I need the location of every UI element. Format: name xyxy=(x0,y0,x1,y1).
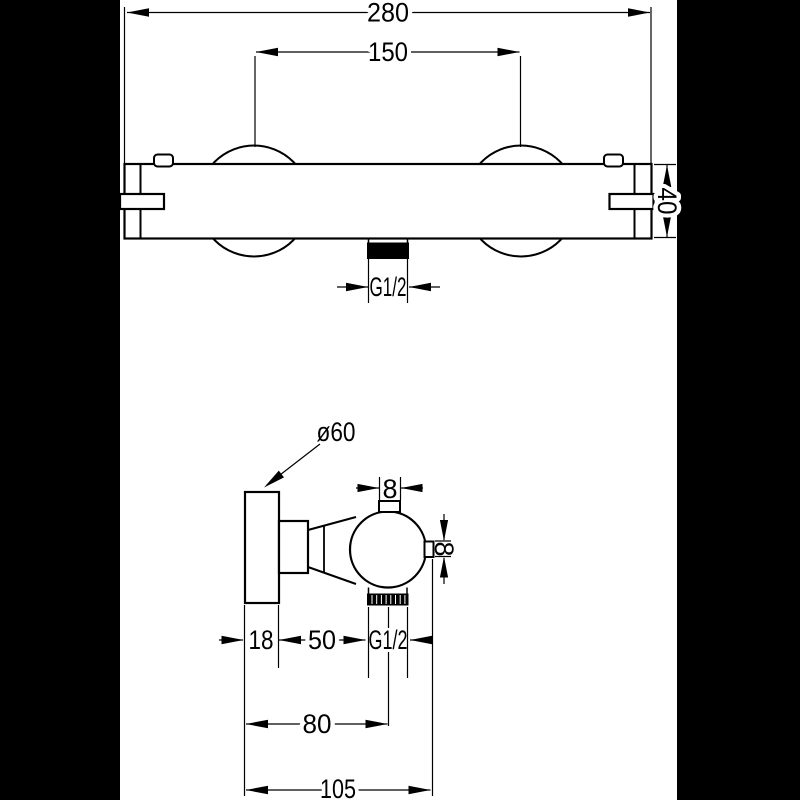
dim-8-side-label: 8 xyxy=(429,541,459,557)
valve-knob-circle xyxy=(350,512,426,588)
dim-105-label: 105 xyxy=(320,774,356,800)
dim-150-label: 150 xyxy=(368,37,408,67)
dim-50-label: 50 xyxy=(308,625,336,655)
right-top-bump xyxy=(604,155,623,167)
wall-flange xyxy=(245,492,279,603)
outlet-thread-side xyxy=(368,594,409,605)
dim-g12-side-label: G1/2 xyxy=(368,625,408,655)
dim-18-label: 18 xyxy=(248,625,274,655)
dim-40-label: 40 xyxy=(652,187,682,218)
dim-g12-front-label: G1/2 xyxy=(369,272,407,302)
dim-280-label: 280 xyxy=(367,0,409,28)
outlet-thread-front xyxy=(368,243,409,259)
dia60-label: ø60 xyxy=(316,417,356,447)
drawing-sheet xyxy=(120,0,677,800)
mixer-body xyxy=(125,164,652,239)
dim-80-label: 80 xyxy=(302,709,332,739)
dim-8-top-label: 8 xyxy=(382,474,398,504)
right-wall-bracket xyxy=(610,194,654,209)
left-top-bump xyxy=(154,155,173,167)
left-wall-bracket xyxy=(120,194,164,209)
escutcheon xyxy=(279,521,308,573)
